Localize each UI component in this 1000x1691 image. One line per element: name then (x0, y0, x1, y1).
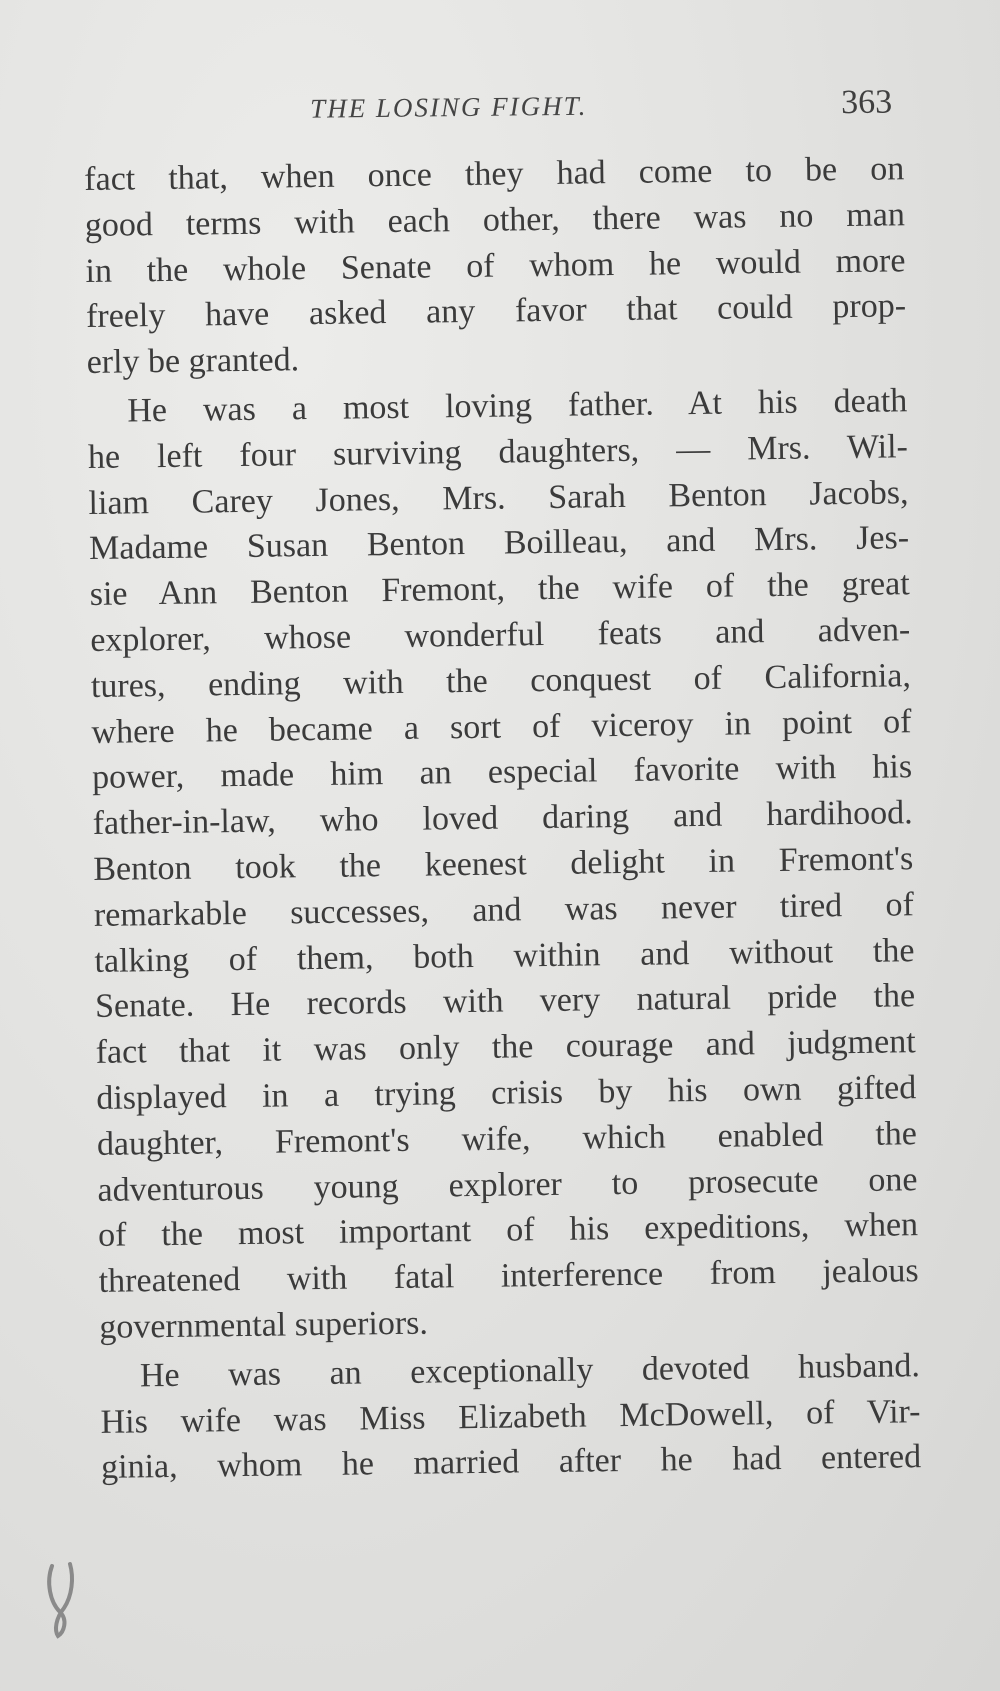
text-line: talking of them, both within and without the (94, 931, 915, 980)
text-line: ginia, whom he married after he had entered (100, 1438, 922, 1487)
text-line: liam Carey Jones, Mrs. Sarah Benton Jacobs, (88, 473, 909, 522)
running-head: THE LOSING FIGHT. (310, 90, 588, 124)
text-line: Madame Susan Benton Boilleau, and Mrs. Jes- (88, 519, 910, 568)
text-line: His wife was Miss Elizabeth McDowell, of Vir- (100, 1392, 921, 1441)
text-line: He was a most loving father. At his death (127, 382, 908, 430)
text-line: Benton took the keenest delight in Fremont's (93, 840, 914, 888)
text-line: displayed in a trying crisis by his own gifted (96, 1069, 917, 1117)
text-line: freely have asked any favor that could prop- (85, 287, 907, 336)
body-text (84, 146, 921, 1491)
text-line: adventurous young explorer to prosecute one (97, 1160, 918, 1209)
text-line: in the whole Senate of whom he would more (85, 241, 906, 290)
text-line: fact that, when once they had come to be on (84, 150, 905, 198)
pencil-mark-8 (42, 1560, 82, 1642)
text-line: Senate. He records with very natural pride the (94, 977, 916, 1026)
text-line: tures, ending with the conquest of California, (90, 656, 912, 705)
text-line: governmental superiors. (99, 1304, 429, 1346)
text-line: good terms with each other, there was no man (84, 196, 906, 244)
text-line: explorer, whose wonderful feats and adven- (90, 611, 911, 659)
text-line: threatened with fatal interference from jealous (98, 1252, 919, 1301)
text-line: fact that it was only the courage and judgment (95, 1023, 916, 1072)
text-line: daughter, Fremont's wife, which enabled the (96, 1114, 918, 1163)
text-line: where he became a sort of viceroy in point of (91, 702, 912, 751)
text-line: he left four surviving daughters, — Mrs. Wil- (87, 428, 909, 476)
page-number: 363 (840, 83, 893, 122)
text-line: remarkable successes, and was never tired of (93, 885, 915, 934)
text-line: He was an exceptionally devoted husband. (139, 1346, 921, 1395)
text-line: sie Ann Benton Fremont, the wife of the great (89, 565, 910, 614)
text-line: father-in-law, who loved daring and hardihood. (92, 794, 913, 843)
page-header (84, 84, 892, 142)
text-line: of the most important of his expeditions, when (97, 1206, 919, 1255)
text-line: power, made him an especial favorite with his (91, 748, 913, 797)
text-line: erly be granted. (86, 341, 300, 382)
